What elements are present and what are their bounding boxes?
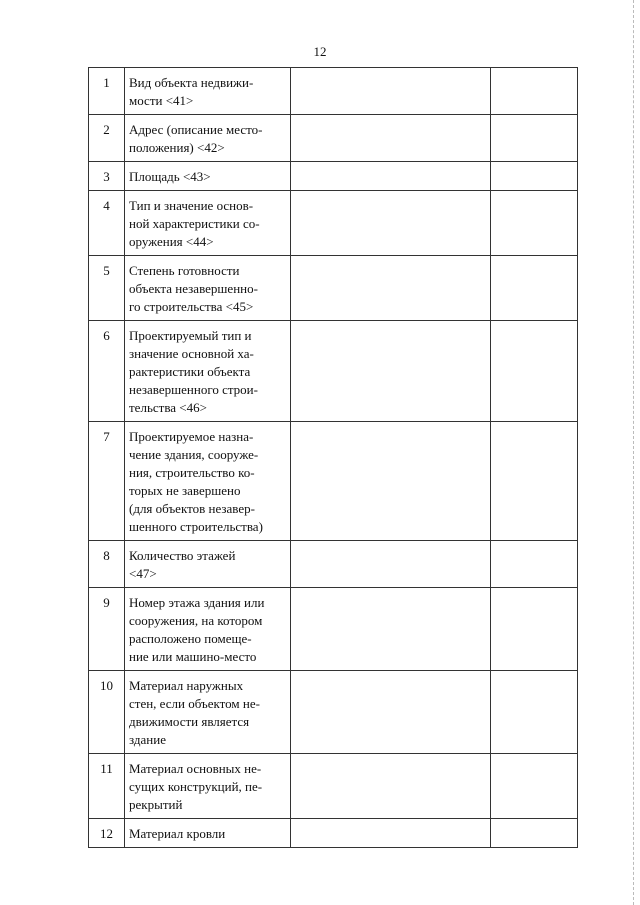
table-row xyxy=(89,754,578,819)
value-cell xyxy=(291,115,491,162)
note-cell xyxy=(491,321,578,422)
row-label-line: ние или машино-место xyxy=(129,649,257,664)
row-label-line: оружения <44> xyxy=(129,234,214,249)
scan-edge xyxy=(633,0,640,905)
row-number: 1 xyxy=(89,68,125,115)
value-cell xyxy=(291,191,491,256)
row-label-line: сооружения, на котором xyxy=(129,613,263,628)
row-label-line: объекта незавершенно- xyxy=(129,281,258,296)
row-number: 5 xyxy=(89,256,125,321)
row-number: 3 xyxy=(89,162,125,191)
row-label xyxy=(125,321,291,422)
table-row xyxy=(89,115,578,162)
note-cell xyxy=(491,754,578,819)
row-label-line: стен, если объектом не- xyxy=(129,696,260,711)
row-label xyxy=(125,671,291,754)
row-number: 9 xyxy=(89,588,125,671)
row-number: 6 xyxy=(89,321,125,422)
row-label-line: <47> xyxy=(129,566,157,581)
row-label-line: тельства <46> xyxy=(129,400,207,415)
row-label-line: мости <41> xyxy=(129,93,194,108)
value-cell xyxy=(291,671,491,754)
row-label xyxy=(125,422,291,541)
row-label xyxy=(125,541,291,588)
row-label-line: (для объектов незавер- xyxy=(129,501,255,516)
row-label-line: шенного строительства) xyxy=(129,519,263,534)
row-label-line: го строительства <45> xyxy=(129,299,254,314)
table-row xyxy=(89,588,578,671)
row-label-line: Тип и значение основ- xyxy=(129,198,254,213)
row-label-line: Проектируемый тип и xyxy=(129,328,252,343)
value-cell xyxy=(291,162,491,191)
table-row xyxy=(89,321,578,422)
table-row xyxy=(89,819,578,848)
property-table xyxy=(88,67,578,848)
table-row xyxy=(89,541,578,588)
row-label xyxy=(125,68,291,115)
row-label-line: Степень готовности xyxy=(129,263,240,278)
row-label xyxy=(125,256,291,321)
row-label-line: Материал основных не- xyxy=(129,761,262,776)
row-label-line: движимости является xyxy=(129,714,250,729)
value-cell xyxy=(291,321,491,422)
row-label xyxy=(125,754,291,819)
row-label xyxy=(125,191,291,256)
row-label-line: незавершенного строи- xyxy=(129,382,258,397)
row-label-line: положения) <42> xyxy=(129,140,225,155)
row-label-line: Номер этажа здания или xyxy=(129,595,265,610)
row-label-line: значение основной ха- xyxy=(129,346,254,361)
table-row xyxy=(89,256,578,321)
row-label-line: ной характеристики со- xyxy=(129,216,260,231)
table-row xyxy=(89,162,578,191)
value-cell xyxy=(291,541,491,588)
row-label xyxy=(125,819,291,848)
value-cell xyxy=(291,68,491,115)
note-cell xyxy=(491,68,578,115)
note-cell xyxy=(491,819,578,848)
note-cell xyxy=(491,162,578,191)
value-cell xyxy=(291,754,491,819)
table-row xyxy=(89,671,578,754)
value-cell xyxy=(291,819,491,848)
table-row xyxy=(89,68,578,115)
table-row xyxy=(89,422,578,541)
row-label-line: расположено помеще- xyxy=(129,631,252,646)
note-cell xyxy=(491,115,578,162)
row-label-line: Материал кровли xyxy=(129,826,226,841)
note-cell xyxy=(491,671,578,754)
row-number: 2 xyxy=(89,115,125,162)
note-cell xyxy=(491,191,578,256)
row-label-line: Проектируемое назна- xyxy=(129,429,254,444)
row-number: 11 xyxy=(89,754,125,819)
row-number: 10 xyxy=(89,671,125,754)
row-label xyxy=(125,588,291,671)
note-cell xyxy=(491,588,578,671)
table-body xyxy=(89,68,578,848)
row-label-line: рекрытий xyxy=(129,797,183,812)
row-label-line: чение здания, сооруже- xyxy=(129,447,259,462)
row-number: 12 xyxy=(89,819,125,848)
row-label-line: Вид объекта недвижи- xyxy=(129,75,254,90)
page-number: 12 xyxy=(313,44,327,59)
row-label-line: ния, строительство ко- xyxy=(129,465,255,480)
row-number: 8 xyxy=(89,541,125,588)
table-row xyxy=(89,191,578,256)
row-label-line: Количество этажей xyxy=(129,548,236,563)
row-label-line: Адрес (описание место- xyxy=(129,122,263,137)
row-label-line: здание xyxy=(129,732,166,747)
value-cell xyxy=(291,588,491,671)
row-label-line: рактеристики объекта xyxy=(129,364,251,379)
row-number: 7 xyxy=(89,422,125,541)
note-cell xyxy=(491,422,578,541)
row-number: 4 xyxy=(89,191,125,256)
row-label xyxy=(125,115,291,162)
note-cell xyxy=(491,541,578,588)
value-cell xyxy=(291,256,491,321)
row-label-line: Площадь <43> xyxy=(129,169,211,184)
row-label xyxy=(125,162,291,191)
row-label-line: Материал наружных xyxy=(129,678,244,693)
value-cell xyxy=(291,422,491,541)
row-label-line: торых не завершено xyxy=(129,483,241,498)
note-cell xyxy=(491,256,578,321)
row-label-line: сущих конструкций, пе- xyxy=(129,779,263,794)
